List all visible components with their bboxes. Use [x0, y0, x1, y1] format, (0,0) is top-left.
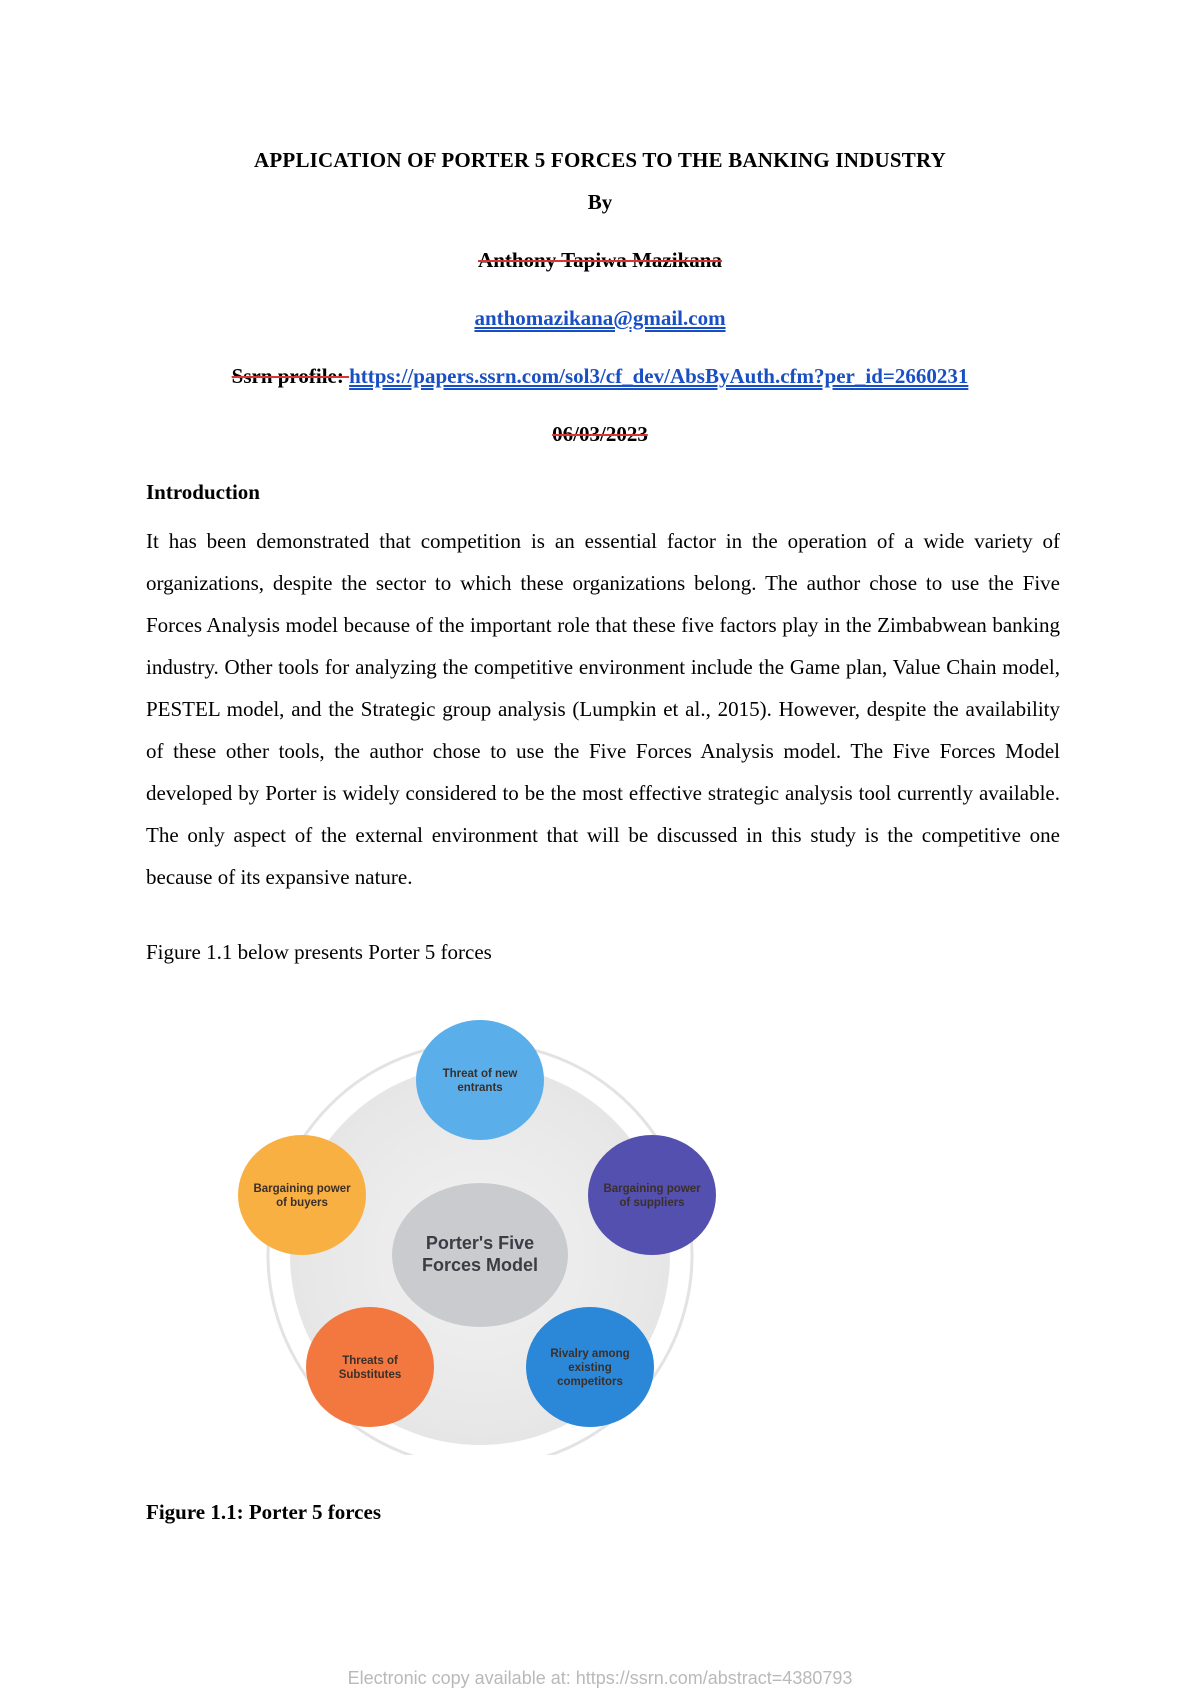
force-node-bargaining-power-buyers	[238, 1135, 366, 1255]
force-node-bargaining-power-suppliers	[588, 1135, 716, 1255]
force-node-label: of buyers	[276, 1197, 328, 1209]
ssrn-profile-label: Ssrn profile:	[231, 364, 350, 388]
figure-caption: Figure 1.1: Porter 5 forces	[146, 1500, 381, 1524]
force-node-rivalry-among-competitors	[526, 1307, 654, 1427]
ssrn-profile-line	[0, 364, 1200, 389]
ssrn-profile-link[interactable]: https://papers.ssrn.com/sol3/cf_dev/AbsByAuth.cfm?per_id=2660231	[349, 364, 969, 388]
intro-heading: Introduction	[146, 480, 260, 504]
force-node-label: of suppliers	[619, 1197, 685, 1209]
intro-paragraph: It has been demonstrated that competition is an essential factor in the operation of a wide variety of organizations, despite the sector to which these organizations belong. The author chose to use the Five Forces Analysis model because of the important role that these five factors play in the Zimbabwean banking industry. Other tools for analyzing the competitive environment include the Game plan, Value Chain model, PESTEL model, and the Strategic group analysis (Lumpkin et al., 2015). However, despite the availability of these other tools, the author chose to use the Five Forces Analysis model. The Five Forces Model developed by Porter is widely considered to be the most effective strategic analysis tool currently available. The only aspect of the external environment that will be discussed in this study is the competitive one because of its expansive nature.	[146, 529, 1060, 889]
force-node-threats-of-substitutes	[306, 1307, 434, 1427]
force-node-label: entrants	[457, 1082, 503, 1094]
force-node-label: Threat of new	[442, 1068, 518, 1080]
figure-reference: Figure 1.1 below presents Porter 5 forces	[146, 940, 492, 964]
center-label-line2: Forces Model	[421, 1255, 539, 1275]
force-node-label: competitors	[557, 1376, 623, 1388]
force-node-label: Substitutes	[338, 1369, 402, 1381]
byline: By	[587, 190, 613, 214]
force-node-threat-of-new-entrants	[416, 1020, 544, 1140]
force-node-circle	[306, 1307, 434, 1427]
porter-five-forces-diagram	[200, 1015, 780, 1455]
force-node-circle	[416, 1020, 544, 1140]
paper-title: APPLICATION OF PORTER 5 FORCES TO THE BANKING INDUSTRY	[254, 148, 946, 172]
author-email-link[interactable]: anthomazikana@gmail.com	[474, 306, 726, 330]
force-node-label: existing	[568, 1362, 612, 1374]
force-node-label: Bargaining power	[253, 1183, 351, 1195]
force-node-label: Rivalry among	[550, 1348, 630, 1360]
center-label-line1: Porter's Five	[425, 1233, 535, 1253]
paper-date: 06/03/2023	[552, 422, 648, 446]
force-node-circle	[588, 1135, 716, 1255]
force-node-label: Bargaining power	[603, 1183, 701, 1195]
author-name: Anthony Tapiwa Mazikana	[478, 248, 722, 272]
footer-ssrn-notice: Electronic copy available at: https://ssrn.com/abstract=4380793	[347, 1668, 853, 1688]
author-email-line	[0, 306, 1200, 331]
force-node-circle	[238, 1135, 366, 1255]
force-node-label: Threats of	[342, 1355, 398, 1367]
